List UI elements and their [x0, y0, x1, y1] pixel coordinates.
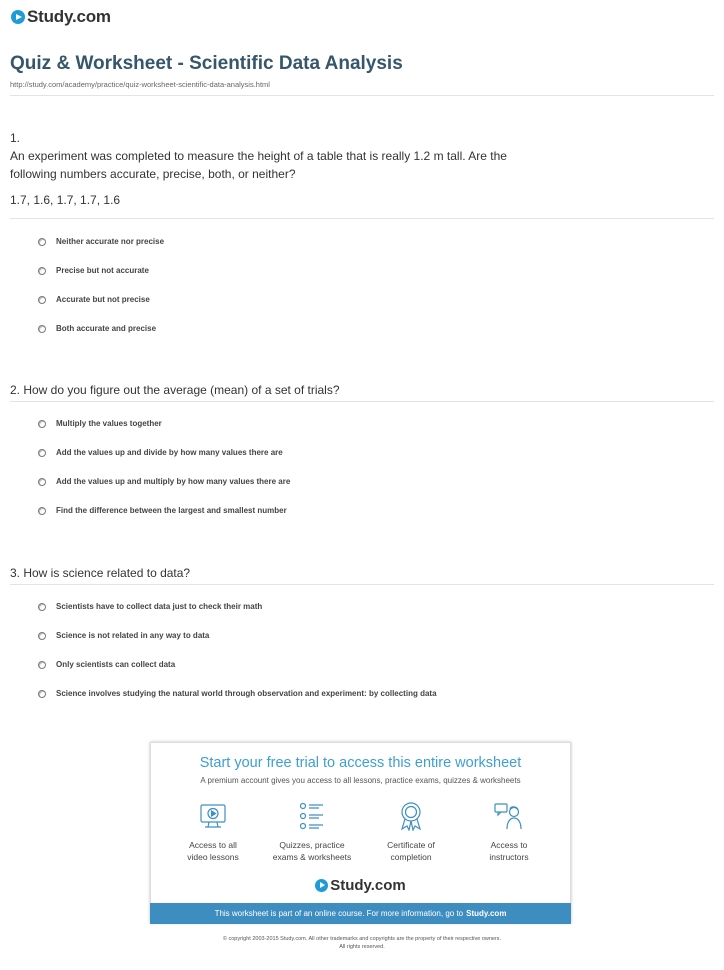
promo-title[interactable]: Start your free trial to access this entire worksheet [199, 755, 522, 771]
feature-label-line-1: Certificate of [387, 840, 435, 850]
answer-option-label: Multiply the values together [56, 419, 162, 428]
radio-button[interactable] [38, 238, 46, 246]
feature-certificate [361, 801, 461, 863]
answer-option[interactable] [38, 660, 175, 669]
answer-option-label: Add the values up and multiply by how many values there are [56, 477, 291, 486]
feature-video-lessons [163, 801, 263, 863]
radio-button[interactable] [38, 478, 46, 486]
feature-label-line-2: exams & worksheets [272, 852, 352, 862]
answer-option-label: Both accurate and precise [56, 324, 157, 333]
copyright-footer [0, 935, 724, 951]
divider [10, 95, 714, 96]
feature-label-line-2: completion [390, 852, 432, 862]
source-url: http://study.com/academy/practice/quiz-worksheet-scientific-data-analysis.html [10, 80, 270, 89]
play-logo-icon [11, 10, 25, 24]
promo-subtitle: A premium account gives you access to all lessons, practice exams, quizzes & worksheets [200, 776, 521, 785]
feature-label-line-2: video lessons [187, 852, 239, 862]
answer-option-label: Add the values up and divide by how many values there are [56, 448, 283, 457]
radio-button[interactable] [38, 296, 46, 304]
answer-option[interactable] [38, 477, 290, 486]
radio-button[interactable] [38, 632, 46, 640]
study-com-logo[interactable] [11, 6, 111, 28]
answer-option-label: Scientists have to collect data just to check their math [56, 602, 263, 611]
feature-quizzes [262, 801, 362, 863]
divider [10, 584, 714, 585]
radio-button[interactable] [38, 507, 46, 515]
radio-button[interactable] [38, 661, 46, 669]
answer-option[interactable] [38, 419, 162, 428]
question-2-text: 2. How do you figure out the average (mean) of a set of trials? [10, 383, 340, 397]
play-logo-icon [315, 879, 328, 892]
promo-logo[interactable] [151, 877, 570, 894]
answer-option[interactable] [38, 266, 149, 275]
study-com-link[interactable]: Study.com [466, 909, 507, 918]
answer-option[interactable] [38, 631, 209, 640]
radio-button[interactable] [38, 690, 46, 698]
question-1-text-line-1: An experiment was completed to measure the height of a table that is really 1.2 m tall. Are the [10, 149, 507, 163]
feature-label-line-1: Quizzes, practice [279, 840, 345, 850]
quiz-list-icon [297, 801, 327, 831]
radio-button[interactable] [38, 449, 46, 457]
course-info-bar [150, 903, 571, 924]
logo-text: Study.com [27, 7, 111, 26]
answer-option-label: Science is not related in any way to data [56, 631, 210, 640]
radio-button[interactable] [38, 267, 46, 275]
question-3-text: 3. How is science related to data? [10, 566, 191, 580]
answer-option-label: Accurate but not precise [56, 295, 150, 304]
feature-label-line-1: Access to [490, 840, 528, 850]
divider [10, 218, 714, 219]
radio-button[interactable] [38, 603, 46, 611]
question-1-data: 1.7, 1.6, 1.7, 1.7, 1.6 [10, 193, 121, 207]
answer-option-label: Find the difference between the largest and smallest number [56, 506, 287, 515]
radio-button[interactable] [38, 420, 46, 428]
certificate-icon [396, 801, 426, 831]
answer-option[interactable] [38, 506, 287, 515]
answer-option-label: Science involves studying the natural world through observation and experiment: by collecting data [56, 689, 437, 698]
free-trial-promo [150, 742, 571, 923]
copyright-line-2: All rights reserved. [339, 944, 385, 950]
feature-instructors [459, 801, 559, 863]
answer-option[interactable] [38, 324, 156, 333]
page-title: Quiz & Worksheet - Scientific Data Analysis [10, 53, 403, 74]
feature-label-line-1: Access to all [189, 840, 237, 850]
video-lesson-icon [198, 801, 228, 831]
divider [10, 401, 714, 402]
answer-option[interactable] [38, 237, 164, 246]
feature-label-line-2: instructors [489, 852, 529, 862]
answer-option-label: Only scientists can collect data [56, 660, 176, 669]
answer-option-label: Precise but not accurate [56, 266, 149, 275]
question-1-text-line-2: following numbers accurate, precise, both, or neither? [10, 167, 296, 181]
logo-text: Study.com [330, 877, 406, 894]
answer-option[interactable] [38, 448, 283, 457]
answer-option[interactable] [38, 602, 262, 611]
question-1-number: 1. [10, 131, 21, 145]
radio-button[interactable] [38, 325, 46, 333]
answer-option-label: Neither accurate nor precise [56, 237, 165, 246]
course-info-text: This worksheet is part of an online course. For more information, go to [214, 909, 464, 918]
answer-option[interactable] [38, 689, 437, 698]
answer-option[interactable] [38, 295, 150, 304]
copyright-line-1: © copyright 2003-2015 Study.com. All other trademarks and copyrights are the property of their respective owners. [222, 936, 502, 942]
instructor-icon [494, 801, 524, 831]
